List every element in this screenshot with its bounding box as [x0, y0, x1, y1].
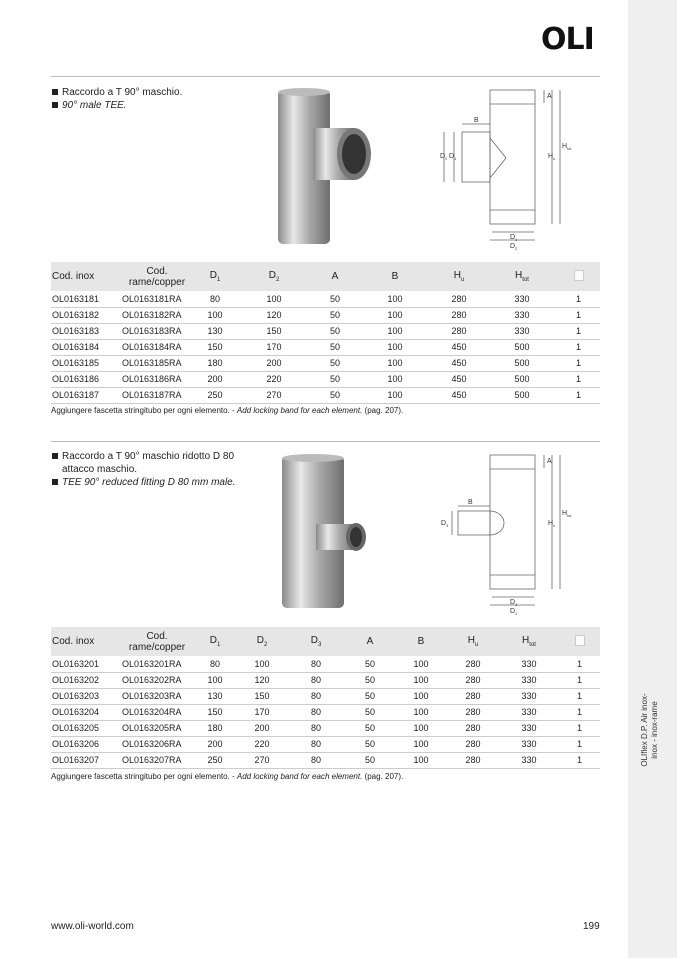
table-cell: 500 [487, 355, 557, 371]
table-cell: OL0163204 [51, 704, 121, 720]
table-cell: 1 [557, 371, 600, 387]
table-cell: OL0163202RA [121, 672, 193, 688]
table-cell: 200 [237, 355, 311, 371]
table-cell: 280 [431, 307, 487, 323]
dim-b: B [468, 499, 473, 506]
column-header: $H_u$ [447, 627, 499, 656]
table-cell: 100 [193, 672, 237, 688]
table-cell: OL0163205RA [121, 720, 193, 736]
footer-website[interactable]: www.oli-world.com [51, 921, 134, 932]
table-cell: 50 [311, 307, 359, 323]
table-cell: 330 [487, 323, 557, 339]
bullet-en: 90° male TEE. [51, 99, 251, 112]
table-cell: 500 [487, 387, 557, 403]
table-cell: 50 [345, 688, 395, 704]
table-cell: 280 [431, 291, 487, 307]
column-header: $D_1$ [193, 262, 237, 291]
table-cell: 330 [499, 736, 559, 752]
table-cell: 100 [359, 387, 431, 403]
table-row [51, 656, 600, 672]
technical-drawing-tee [436, 86, 576, 252]
table-cell: 280 [447, 752, 499, 768]
dim-d3: $D_3$ [441, 520, 449, 528]
sidebar-line-1: OLIflex D.P. Air inox- [640, 693, 649, 767]
table-cell: 200 [193, 371, 237, 387]
column-header: $H_{tot}$ [487, 262, 557, 291]
table-cell: 150 [193, 704, 237, 720]
table-cell: 170 [237, 339, 311, 355]
table-cell: 50 [311, 371, 359, 387]
table-cell: 330 [499, 752, 559, 768]
table-cell: 330 [499, 672, 559, 688]
technical-drawing-reduced-tee [436, 451, 576, 617]
table-cell: 100 [395, 688, 447, 704]
bullet-it: Raccordo a T 90° maschio. [51, 86, 251, 99]
table-cell: OL0163187RA [121, 387, 193, 403]
dim-d2: $D_2$ [510, 243, 518, 251]
dim-d1-side: $D_1$ [449, 153, 457, 161]
column-header: Cod. rame/copper [121, 627, 193, 656]
table-cell: 500 [487, 339, 557, 355]
column-header: Cod. inox [51, 262, 121, 291]
table-cell: 450 [431, 387, 487, 403]
table-cell: 100 [395, 736, 447, 752]
table-note-1: Aggiungere fascetta stringitubo per ogni elemento. - Add locking band for each element. (pag. 207). [51, 406, 404, 415]
product-photo-tee [268, 86, 373, 248]
table-cell: OL0163206RA [121, 736, 193, 752]
table-cell: 100 [359, 307, 431, 323]
table-cell: OL0163182RA [121, 307, 193, 323]
column-header: $H_{tot}$ [499, 627, 559, 656]
table-cell: 50 [311, 355, 359, 371]
table-cell: 180 [193, 720, 237, 736]
table-cell: 100 [193, 307, 237, 323]
table-row [51, 355, 600, 371]
table-row [51, 323, 600, 339]
table-cell: 1 [559, 672, 600, 688]
table-header-row [51, 627, 600, 656]
table-cell: OL0163204RA [121, 704, 193, 720]
table-cell: OL0163201RA [121, 656, 193, 672]
table-row [51, 387, 600, 403]
table-cell: OL0163201 [51, 656, 121, 672]
table-cell: 1 [559, 704, 600, 720]
table-cell: 100 [359, 371, 431, 387]
table-cell: 330 [499, 720, 559, 736]
column-header [559, 627, 600, 656]
table-cell: 100 [395, 752, 447, 768]
table-cell: 50 [311, 339, 359, 355]
table-cell: OL0163203 [51, 688, 121, 704]
table-cell: 100 [359, 339, 431, 355]
table-cell: 1 [559, 752, 600, 768]
table-cell: 250 [193, 387, 237, 403]
table-cell: 50 [345, 752, 395, 768]
table-row [51, 688, 600, 704]
dim-htot: $H_{tot}$ [562, 510, 572, 518]
table-cell: OL0163185RA [121, 355, 193, 371]
page-number: 199 [583, 921, 600, 932]
table-row [51, 720, 600, 736]
table-cell: 1 [557, 339, 600, 355]
table-cell: 80 [287, 752, 345, 768]
table-cell: 1 [559, 656, 600, 672]
table-cell: OL0163181 [51, 291, 121, 307]
table-cell: 130 [193, 323, 237, 339]
bullet-en: TEE 90° reduced fitting D 80 mm male. [51, 476, 251, 489]
package-icon [574, 270, 584, 281]
table-cell: 100 [359, 323, 431, 339]
table-cell: OL0163181RA [121, 291, 193, 307]
table-cell: 280 [447, 720, 499, 736]
table-cell: 280 [447, 656, 499, 672]
table-cell: 100 [237, 656, 287, 672]
table-cell: 100 [395, 656, 447, 672]
section-1-description [51, 86, 251, 112]
bullet-it: Raccordo a T 90° maschio ridotto D 80 attacco maschio. [51, 450, 251, 476]
table-cell: 200 [237, 720, 287, 736]
table-cell: 1 [557, 291, 600, 307]
table-cell: 200 [193, 736, 237, 752]
dim-d1: $D_1$ [510, 599, 518, 607]
table-cell: 180 [193, 355, 237, 371]
dim-d2-side: $D_2$ [440, 153, 448, 161]
table-cell: 50 [311, 387, 359, 403]
table-cell: 80 [287, 688, 345, 704]
table-cell: 100 [395, 704, 447, 720]
table-cell: 450 [431, 355, 487, 371]
dim-a: A [547, 93, 552, 100]
table-cell: 50 [345, 656, 395, 672]
table-cell: 170 [237, 704, 287, 720]
table-cell: 270 [237, 387, 311, 403]
column-header: A [311, 262, 359, 291]
table-cell: 80 [287, 736, 345, 752]
table-cell: OL0163183RA [121, 323, 193, 339]
table-cell: 250 [193, 752, 237, 768]
table-cell: OL0163207 [51, 752, 121, 768]
table-cell: OL0163184RA [121, 339, 193, 355]
table-cell: 1 [557, 355, 600, 371]
table-cell: OL0163203RA [121, 688, 193, 704]
table-cell: 80 [287, 720, 345, 736]
table-cell: 1 [557, 307, 600, 323]
table-cell: 330 [487, 307, 557, 323]
table-cell: 500 [487, 371, 557, 387]
divider [51, 441, 600, 442]
table-cell: 80 [193, 291, 237, 307]
table-cell: 100 [395, 672, 447, 688]
table-row [51, 339, 600, 355]
table-cell: OL0163205 [51, 720, 121, 736]
table-cell: 80 [287, 672, 345, 688]
table-cell: 280 [447, 736, 499, 752]
sidebar-tab [628, 0, 677, 958]
column-header: B [395, 627, 447, 656]
table-cell: OL0163187 [51, 387, 121, 403]
table-cell: 80 [193, 656, 237, 672]
table-cell: 150 [193, 339, 237, 355]
table-cell: 130 [193, 688, 237, 704]
table-cell: 80 [287, 704, 345, 720]
table-cell: 50 [311, 291, 359, 307]
table-cell: 450 [431, 339, 487, 355]
package-icon [575, 635, 585, 646]
dim-hu: $H_u$ [548, 520, 556, 528]
table-cell: 1 [559, 688, 600, 704]
table-cell: 330 [499, 656, 559, 672]
column-header: B [359, 262, 431, 291]
table-cell: 100 [359, 291, 431, 307]
table-row [51, 291, 600, 307]
column-header [557, 262, 600, 291]
table-cell: 50 [345, 736, 395, 752]
table-row [51, 736, 600, 752]
table-cell: OL0163207RA [121, 752, 193, 768]
column-header: Cod. inox [51, 627, 121, 656]
table-cell: 330 [499, 688, 559, 704]
table-cell: OL0163202 [51, 672, 121, 688]
sidebar-line-2: inox - inox-rame [650, 701, 659, 759]
column-header: $D_2$ [237, 627, 287, 656]
table-cell: OL0163183 [51, 323, 121, 339]
column-header: $D_2$ [237, 262, 311, 291]
table-cell: OL0163186RA [121, 371, 193, 387]
table-cell: 280 [447, 672, 499, 688]
table-cell: OL0163186 [51, 371, 121, 387]
table-row [51, 672, 600, 688]
divider [51, 76, 600, 77]
table-cell: OL0163184 [51, 339, 121, 355]
product-table-2 [51, 627, 600, 769]
dim-hu: $H_u$ [548, 153, 556, 161]
product-photo-reduced-tee [272, 452, 372, 612]
table-cell: 220 [237, 736, 287, 752]
table-cell: 280 [447, 688, 499, 704]
dim-b: B [474, 117, 479, 124]
column-header: $D_3$ [287, 627, 345, 656]
table-cell: 50 [311, 323, 359, 339]
dim-d1: $D_1$ [510, 234, 518, 242]
table-cell: OL0163206 [51, 736, 121, 752]
section-2-description [51, 450, 251, 489]
table-cell: 50 [345, 672, 395, 688]
table-cell: 1 [559, 736, 600, 752]
table-cell: 50 [345, 704, 395, 720]
table-row [51, 371, 600, 387]
table-cell: 270 [237, 752, 287, 768]
dim-a: A [547, 458, 552, 465]
column-header: $H_u$ [431, 262, 487, 291]
table-cell: 330 [499, 704, 559, 720]
table-cell: 1 [559, 720, 600, 736]
table-row [51, 307, 600, 323]
table-row [51, 704, 600, 720]
oli-logo: OLI [541, 22, 594, 57]
table-cell: 330 [487, 291, 557, 307]
table-cell: 1 [557, 323, 600, 339]
table-cell: OL0163185 [51, 355, 121, 371]
table-cell: OL0163182 [51, 307, 121, 323]
table-cell: 100 [395, 720, 447, 736]
table-cell: 80 [287, 656, 345, 672]
column-header: A [345, 627, 395, 656]
table-cell: 220 [237, 371, 311, 387]
table-cell: 120 [237, 672, 287, 688]
column-header: Cod. rame/copper [121, 262, 193, 291]
dim-htot: $H_{tot}$ [562, 143, 572, 151]
table-cell: 120 [237, 307, 311, 323]
table-header-row [51, 262, 600, 291]
product-table-1 [51, 262, 600, 404]
table-cell: 100 [237, 291, 311, 307]
table-cell: 450 [431, 371, 487, 387]
sidebar-label [640, 680, 660, 780]
column-header: $D_1$ [193, 627, 237, 656]
table-cell: 1 [557, 387, 600, 403]
table-cell: 280 [447, 704, 499, 720]
table-row [51, 752, 600, 768]
table-cell: 150 [237, 323, 311, 339]
table-cell: 150 [237, 688, 287, 704]
table-note-2: Aggiungere fascetta stringitubo per ogni elemento. - Add locking band for each element. (pag. 207). [51, 772, 404, 781]
table-cell: 100 [359, 355, 431, 371]
table-cell: 50 [345, 720, 395, 736]
dim-d2: $D_2$ [510, 608, 518, 616]
table-cell: 280 [431, 323, 487, 339]
